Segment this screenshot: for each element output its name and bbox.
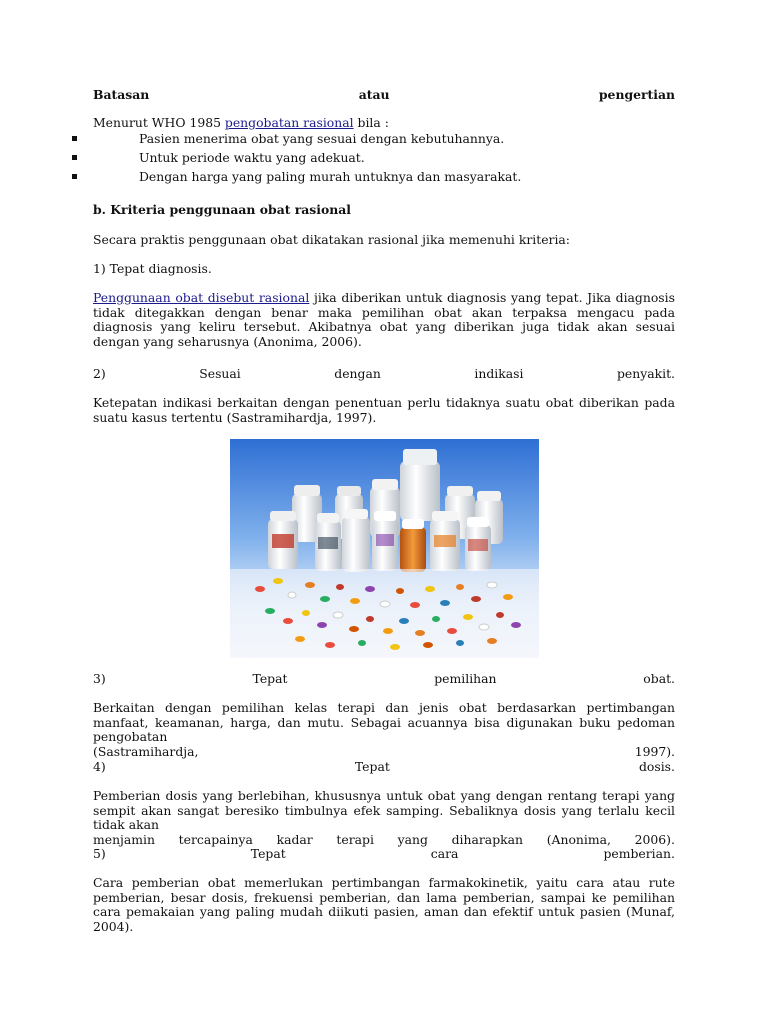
list-item-text: Dengan harga yang paling murah untuknya dan masyarakat. <box>139 169 522 184</box>
line-word: tercapainya <box>178 831 253 847</box>
penggunaan-obat-link[interactable]: Penggunaan obat disebut rasional <box>93 290 310 305</box>
line-word: kadar <box>276 831 313 847</box>
line-word: 1997). <box>634 743 675 759</box>
title-word: obat. <box>643 671 675 686</box>
pengobatan-rasional-link[interactable]: pengobatan rasional <box>224 115 354 130</box>
paragraph-body: Berkaitan dengan pemilihan kelas terapi dan jenis obat berdasarkan pertimbangan manfaat, keamanan, harga, dan mutu. Sebagai acuannya bisa digunakan buku pedoman pengobatan <box>93 700 675 745</box>
title-word: dosis. <box>638 759 675 774</box>
title-word: Tepat <box>354 759 390 774</box>
title-word: penyakit. <box>616 366 675 381</box>
criteria-intro: Secara praktis penggunaan obat dikatakan rasional jika memenuhi kriteria: <box>93 232 570 247</box>
criterion-4-paragraph <box>93 789 675 847</box>
line-word: (Anonima, <box>546 831 611 847</box>
line-word: (Sastramihardja, <box>93 743 199 759</box>
heading-word: atau <box>358 87 390 102</box>
paragraph-last-line <box>93 833 675 848</box>
intro-prefix: Menurut WHO 1985 <box>93 115 225 130</box>
list-item <box>70 167 675 186</box>
title-word: pemberian. <box>603 846 675 861</box>
medicine-bottles-photo <box>230 439 539 658</box>
criterion-5-title <box>93 847 675 862</box>
square-bullet-icon <box>72 136 77 141</box>
title-word: 4) <box>93 759 106 774</box>
list-item-text: Pasien menerima obat yang sesuai dengan kebutuhannya. <box>139 131 505 146</box>
section-b-heading: b. Kriteria penggunaan obat rasional <box>93 202 352 217</box>
title-word: Tepat <box>250 846 286 861</box>
title-word: 5) <box>93 846 106 861</box>
title-word: Sesuai <box>199 366 241 381</box>
title-word: cara <box>430 846 459 861</box>
criterion-5-paragraph: Cara pemberian obat memerlukan pertimbangan farmakokinetik, yaitu cara atau rute pemberian, besar dosis, frekuensi pemberian, dan lama pemberian, sampai ke pemilihan cara pemakaian yang paling mudah diikuti pasien, aman dan efektif untuk pasien (Munaf, 2004). <box>93 875 675 934</box>
criterion-3-paragraph <box>93 701 675 759</box>
title-word: Tepat <box>252 671 288 686</box>
criteria-bullet-list <box>70 129 675 186</box>
criterion-3-title <box>93 672 675 687</box>
criterion-2-paragraph: Ketepatan indikasi berkaitan dengan penentuan perlu tidaknya suatu obat diberikan pada suatu kasus tertentu (Sastramihardja, 1997). <box>93 395 675 425</box>
square-bullet-icon <box>72 174 77 179</box>
list-item <box>70 129 675 148</box>
criterion-1-title: 1) Tepat diagnosis. <box>93 261 212 276</box>
title-word: 2) <box>93 366 106 381</box>
criterion-2-title <box>93 367 675 382</box>
line-word: diharapkan <box>451 831 524 847</box>
list-item <box>70 148 675 167</box>
title-word: 3) <box>93 671 106 686</box>
criterion-1-text: jika diberikan untuk diagnosis yang tepat. Jika diagnosis tidak ditegakkan dengan benar maka pemilihan obat akan terpaksa mengacu pada diagnosis yang keliru tersebut. Akibatnya obat yang diberikan juga tidak akan sesuai dengan yang seharusnya (Anonima, 2006). <box>93 290 675 349</box>
intro-suffix: bila : <box>353 115 389 130</box>
line-word: terapi <box>336 831 374 847</box>
square-bullet-icon <box>72 155 77 160</box>
criterion-4-title <box>93 760 675 775</box>
line-word: menjamin <box>93 831 155 847</box>
title-word: dengan <box>334 366 381 381</box>
paragraph-body: Pemberian dosis yang berlebihan, khususnya untuk obat yang dengan rentang terapi yang sempit akan sangat beresiko timbulnya efek samping. Sebaliknya dosis yang terlalu kecil tidak akan <box>93 788 675 833</box>
section-a-heading <box>93 88 675 103</box>
title-word: indikasi <box>474 366 524 381</box>
heading-word: pengertian <box>598 87 675 102</box>
criterion-1-paragraph <box>93 291 675 349</box>
title-word: pemilihan <box>434 671 497 686</box>
list-item-text: Untuk periode waktu yang adekuat. <box>139 150 365 165</box>
paragraph-last-line <box>93 745 675 760</box>
heading-word: Batasan <box>93 87 150 102</box>
line-word: yang <box>397 831 428 847</box>
line-word: 2006). <box>634 831 675 847</box>
